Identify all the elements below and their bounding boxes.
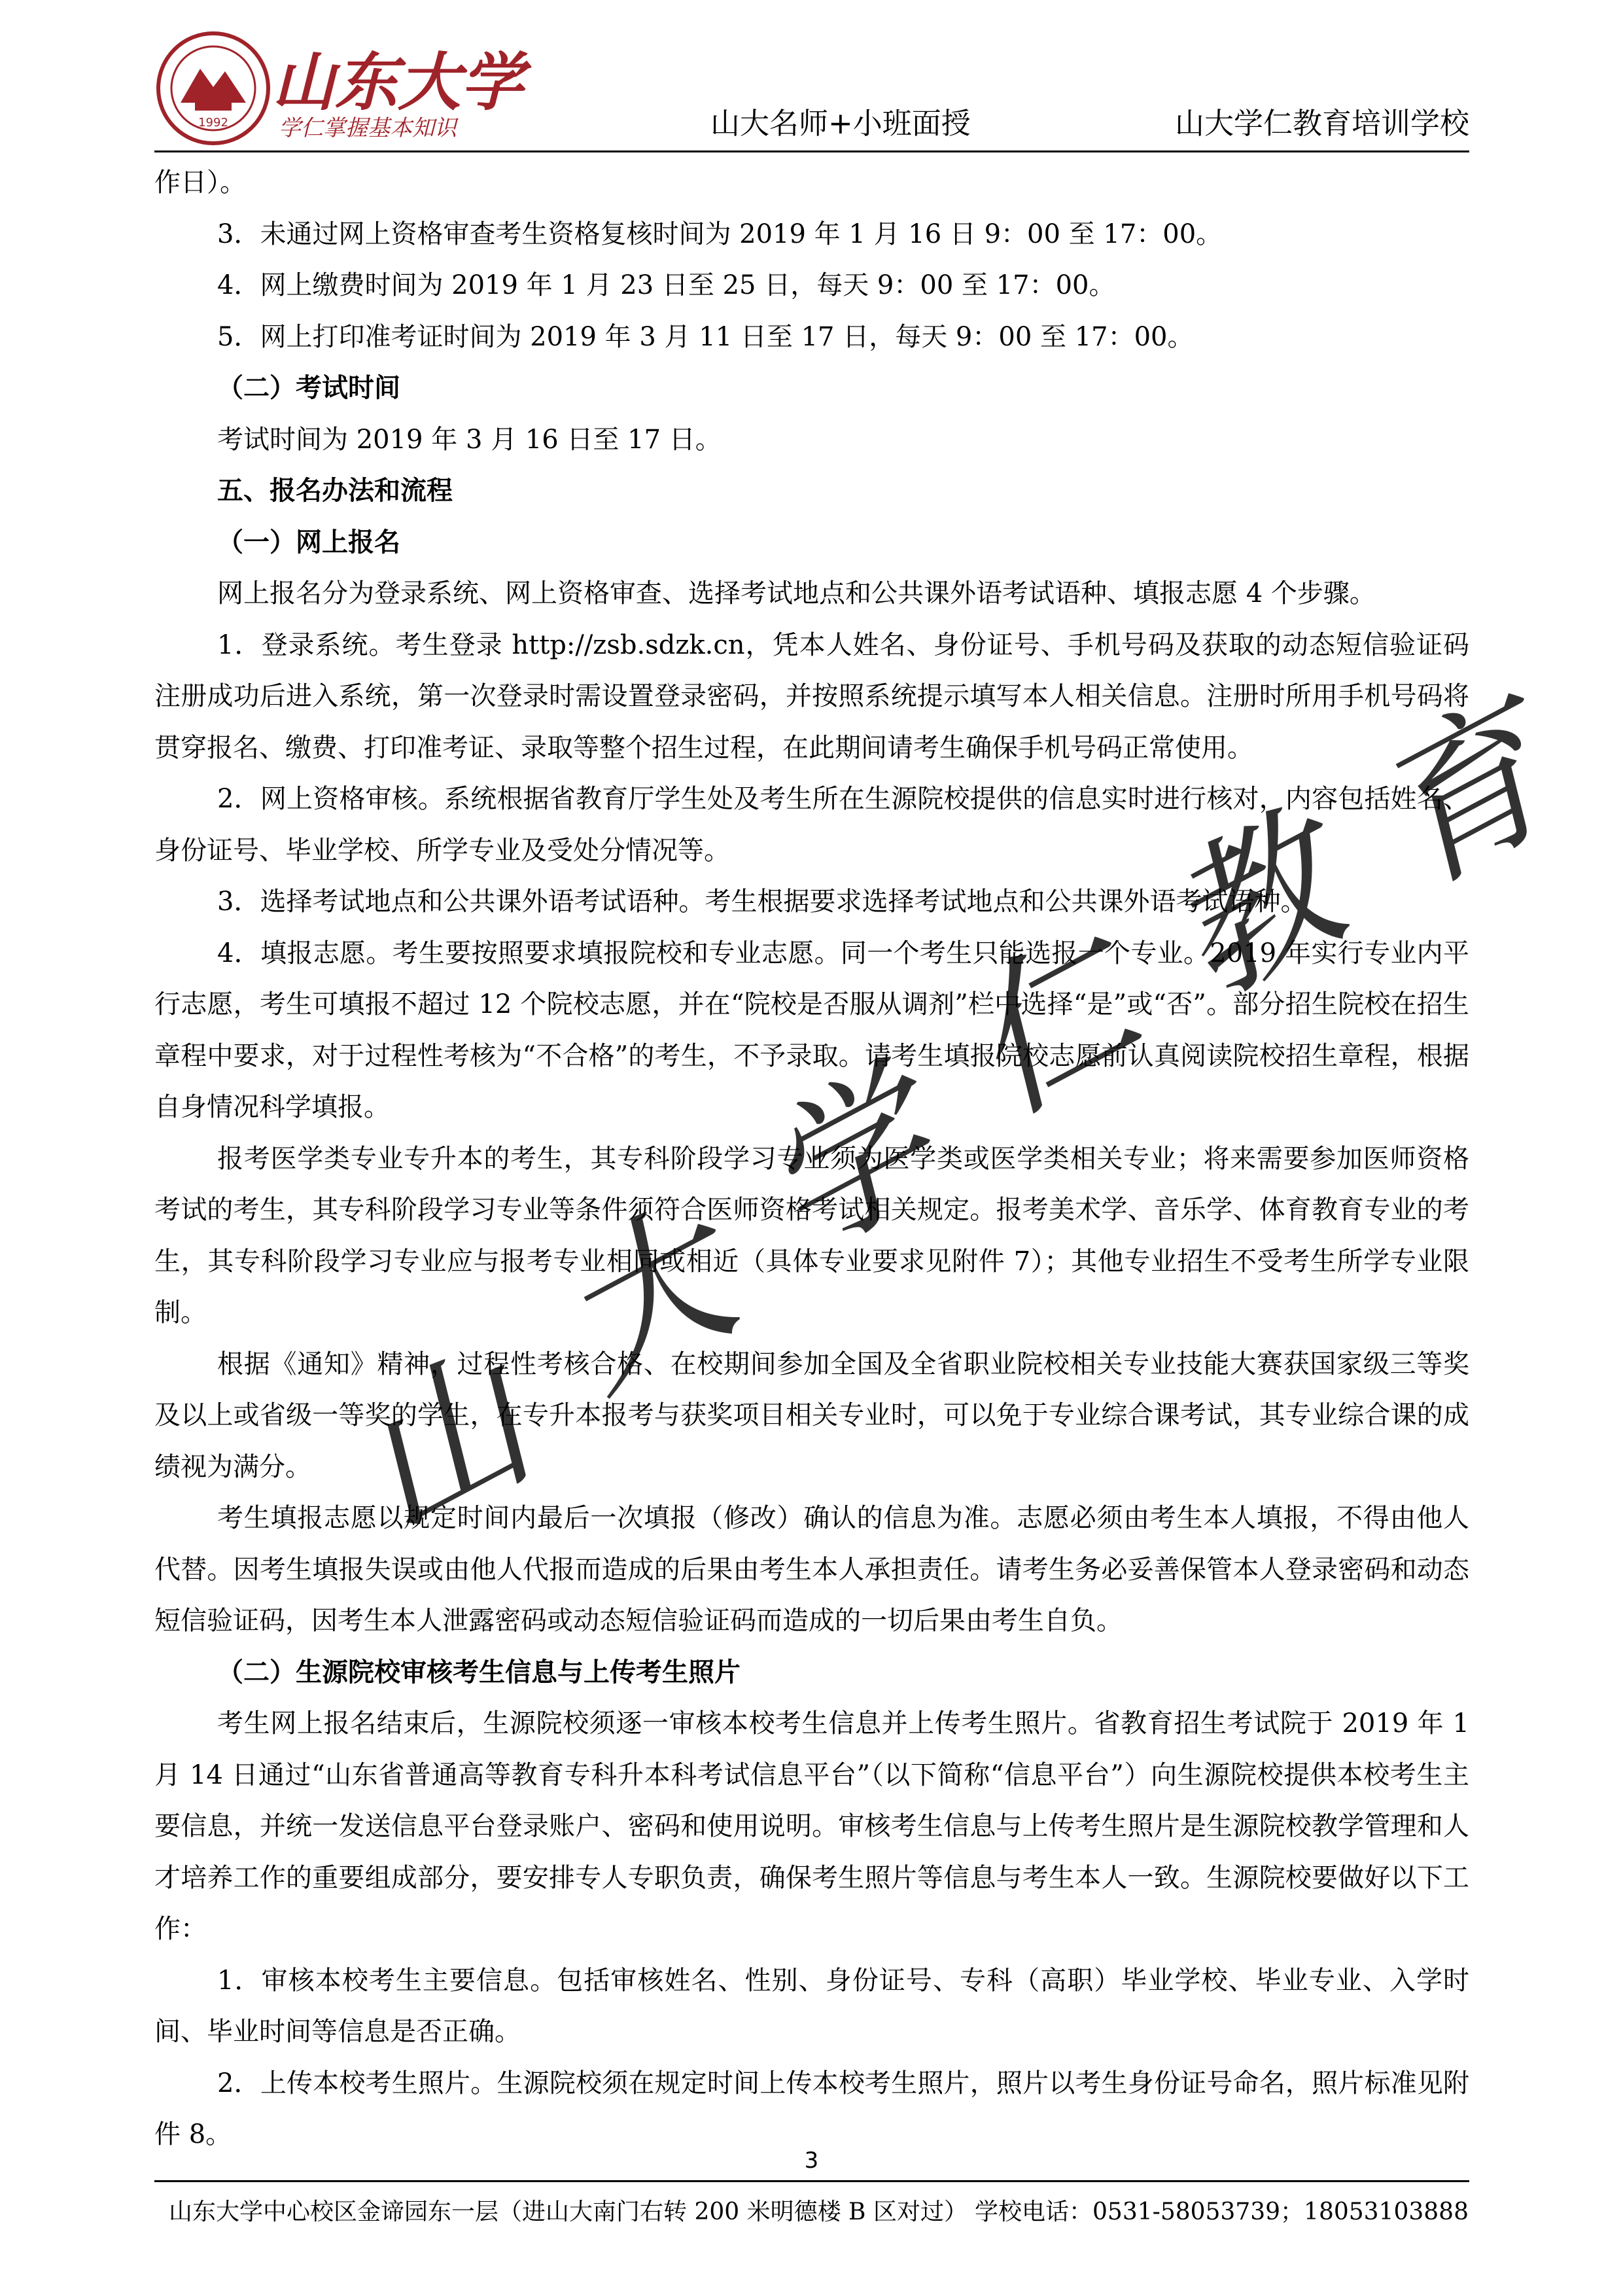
watermark-char: 大 [527,1178,761,1424]
section-heading: （一）网上报名 [217,527,400,557]
watermark-char: 仁 [933,904,1167,1150]
paragraph: 报考医学类专业专升本的考生，其专科阶段学习专业须为医学类或医学类相关专业；将来需要参加医师资格考试的考生，其专科阶段学习专业等条件须符合医师资格考试相关规定。报考美术学、音乐学、体育教育专业的考生，其专科阶段学习专业应与报考专业相同或相近（具体专业要求见附件 7）；其他专业招生不受考生所学专业限制。 [154,1143,1469,1328]
paragraph: 2．上传本校考生照片。生源院校须在规定时间上传本校考生照片，照片以考生身份证号命名，照片标准见附件 8。 [154,2068,1469,2149]
footer-address: 山东大学中心校区金谛园东一层（进山大南门右转 200 米明德楼 B 区对过） [169,2199,968,2225]
section-heading: （二）考试时间 [217,373,400,403]
header-school-name: 山大学仁教育培训学校 [1174,106,1469,141]
paragraph: 根据《通知》精神，过程性考核合格、在校期间参加全国及全省职业院校相关专业技能大赛获国家级三等奖及以上或省级一等奖的学生，在专升本报考与获奖项目相关专业时，可以免于专业综合课考试，其专业综合课的成绩视为满分。 [154,1349,1469,1482]
document-body [154,157,1469,2161]
logo-wordmark: 山东大学 [272,45,523,119]
page-number: 3 [804,2147,819,2174]
watermark-char: 教 [1136,786,1370,1032]
section-heading: （二）生源院校审核考生信息与上传考生照片 [217,1657,741,1687]
paragraph: 作日）。 [154,168,246,198]
watermark-char: 育 [1345,675,1579,921]
paragraph: 4．填报志愿。考生要按照要求填报院校和专业志愿。同一个考生只能选报一个专业。2019 年实行专业内平行志愿，考生可填报不超过 12 个院校志愿，并在“院校是否服从调剂”栏中选择“是”或“否”。部分招生院校在招生章程中要求，对于过程性考核为“不合格”的考生，不予录取。请考生填报院校志愿前认真阅读院校招生章程，根据自身情况科学填报。 [154,938,1469,1122]
paragraph: 1．登录系统。考生登录 http://zsb.sdzk.cn，凭本人姓名、身份证号、手机号码及获取的动态短信验证码注册成功后进入系统，第一次登录时需设置登录密码，并按照系统提示填写本人相关信息。注册时所用手机号码将贯穿报名、缴费、打印准考证、录取等整个招生过程，在此期间请考生确保手机号码正常使用。 [154,629,1469,763]
header-divider [154,150,1469,152]
logo-motto: 学仁掌握基本知识 [279,115,457,141]
paragraph: 考试时间为 2019 年 3 月 16 日至 17 日。 [217,424,722,455]
paragraph: 5．网上打印准考证时间为 2019 年 3 月 11 日至 17 日，每天 9：00 至 17：00。 [217,321,1194,352]
university-seal-icon [154,29,272,147]
watermark-char: 学 [730,1041,964,1287]
footer-phone: 学校电话：0531-58053739；18053103888 [975,2199,1469,2225]
page-header [154,26,1469,164]
svg-text:1992: 1992 [198,116,228,130]
paragraph: 3．未通过网上资格审查考生资格复核时间为 2019 年 1 月 16 日 9：00 至 17：00。 [217,219,1223,249]
paragraph: 考生网上报名结束后，生源院校须逐一审核本校考生信息并上传考生照片。省教育招生考试院于 2019 年 1 月 14 日通过“山东省普通高等教育专科升本科考试信息平台”（以下简称“信息平台”）向生源院校提供本校考生主要信息，并统一发送信息平台登录账户、密码和使用说明。审核考生信息与上传考生照片是生源院校教学管理和人才培养工作的重要组成部分，要安排专人专职负责，确保考生照片等信息与考生本人一致。生源院校要做好以下工作： [154,1708,1469,1944]
section-heading: 五、报名办法和流程 [217,476,453,506]
paragraph: 2．网上资格审核。系统根据省教育厅学生处及考生所在生源院校提供的信息实时进行核对，内容包括姓名、身份证号、毕业学校、所学专业及受处分情况等。 [154,784,1469,866]
paragraph: 网上报名分为登录系统、网上资格审查、选择考试地点和公共课外语考试语种、填报志愿 4 个步骤。 [217,578,1376,609]
paragraph: 3．选择考试地点和公共课外语考试语种。考生根据要求选择考试地点和公共课外语考试语种。 [217,887,1307,917]
paragraph: 1．审核本校考生主要信息。包括审核姓名、性别、身份证号、专科（高职）毕业学校、毕业专业、入学时间、毕业时间等信息是否正确。 [154,1965,1469,2047]
footer-divider [154,2180,1469,2182]
header-slogan: 山大名师+小班面授 [710,106,971,141]
watermark-char: 山 [324,1322,559,1568]
university-logo [154,26,523,150]
paragraph: 考生填报志愿以规定时间内最后一次填报（修改）确认的信息为准。志愿必须由考生本人填报，不得由他人代替。因考生填报失误或由他人代报而造成的后果由考生本人承担责任。请考生务必妥善保管本人登录密码和动态短信验证码，因考生本人泄露密码或动态短信验证码而造成的一切后果由考生自负。 [154,1503,1469,1636]
paragraph: 4．网上缴费时间为 2019 年 1 月 23 日至 25 日，每天 9：00 至 17：00。 [217,270,1115,300]
